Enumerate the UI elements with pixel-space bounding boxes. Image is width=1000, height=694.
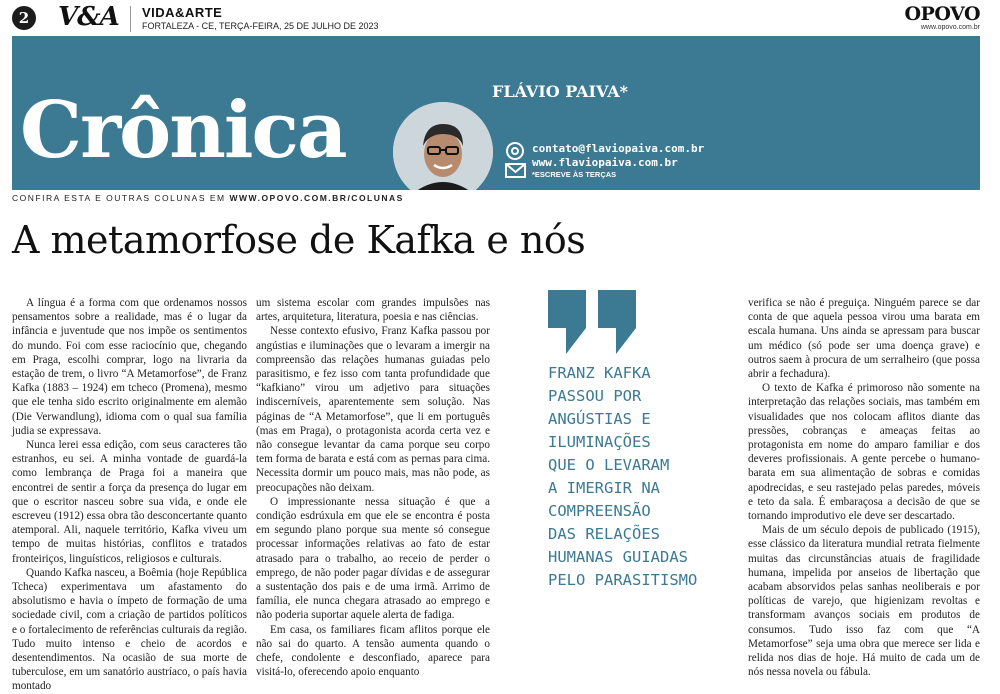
paragraph: Mais de um século depois de publicado (1915), esse clássico da literatura mundial retrata fielmente muitas das circunstâncias atuais de fragilidade humana, impelida por anseios de libertação que acabam absorvidos pelas sanhas neoliberais e por políticas de varejo, que higienizam revoltas e transformam avanços sociais em produtos de consumos. Tudo isso faz com que “A Metamorfose” seja uma obra que merece ser lida e relida nos dias de hoje. Há muito de cada um de nós nessa novela ou fábula. bbox=[748, 524, 980, 679]
article-column-4 bbox=[748, 296, 980, 679]
pull-quote-line: ANGÚSTIAS E bbox=[548, 410, 651, 428]
pull-quote-line: HUMANAS GUIADAS bbox=[548, 548, 688, 566]
author-website[interactable]: www.flaviopaiva.com.br bbox=[532, 156, 678, 169]
paragraph: Quando Kafka nasceu, a Boêmia (hoje República Tcheca) experimentava um afastamento do absolutismo e havia o ímpeto de formação de uma sociedade civil, com a criação de partidos políticos e o fortalecimento de referências culturais da região. Tudo muito intenso e cheio de acordos e desentendimentos. Na ocasião de sua morte de tuberculose, em um sanatório austríaco, o país havia montado bbox=[12, 566, 247, 693]
opovo-url: www.opovo.com.br bbox=[920, 24, 980, 31]
pull-quote-line: PELO PARASITISMO bbox=[548, 571, 698, 589]
article-column-2 bbox=[256, 296, 490, 679]
opovo-logo: OPOVO bbox=[904, 3, 980, 25]
paragraph: O impressionante nessa situação é que a condição esdrúxula em que ele se encontra é posta em segundo plano porque sua mente só consegue processar informações relativas ao fato de estar atrasado para o trabalho, ao receio de perder o emprego, de não poder pagar dívidas e de assegurar a sustentação dos pais e de uma irmã. Arrimo de família, ele nunca chegara atrasado ao emprego e não poderia suportar aquele alerta de fadiga. bbox=[256, 495, 490, 622]
at-sign-icon bbox=[507, 143, 523, 159]
dateline: FORTALEZA - CE, TERÇA-FEIRA, 25 DE JULHO DE 2023 bbox=[142, 21, 379, 31]
envelope-icon bbox=[506, 164, 525, 177]
paragraph: Em casa, os familiares ficam aflitos porque ele não sai do quarto. A tensão aumenta quando o chefe, condolente e desconfiado, aparece para visitá-lo, oferecendo apoio enquanto bbox=[256, 623, 490, 679]
pull-quote-line: DAS RELAÇÕES bbox=[548, 525, 660, 543]
pull-quote-line: PASSOU POR bbox=[548, 387, 642, 405]
columns-link-prefix: CONFIRA ESTA E OUTRAS COLUNAS EM bbox=[12, 193, 230, 203]
article-headline: A metamorfose de Kafka e nós bbox=[12, 218, 586, 262]
paragraph: O texto de Kafka é primoroso não somente na interpretação das relações sociais, mas também em visualidades que nos colocam aflitos diante das pressões, cobranças e ameaças feitas ao protagonista em nome do amparo familiar e dos deveres profissionais. A gente percebe o humano-barata em sua alimentação de sobras e comidas apodrecidas, e seu rastejado pelas paredes, móveis e teto da sala. É embaraçosa a decisão de que se tornando improdutivo ele deve ser descartado. bbox=[748, 382, 980, 523]
paragraph: Nesse contexto efusivo, Franz Kafka passou por angústias e iluminações que o levaram a imergir na compreensão das relações humanas guiadas pelo parasitismo, e fez isso com tanta profundidade que “kafkiano” virou um adjetivo para situações indiscerníveis, aparentemente sem solução. Nas páginas de “A Metamorfose”, que li em português (mas em Praga), o protagonista acorda certa vez e não consegue levantar da cama porque seu corpo tem forma de barata e está com as pernas para cima. Necessita dormir um pouco mais, mas não pode, as preocupações não deixam. bbox=[256, 325, 490, 494]
pull-quote bbox=[548, 362, 738, 592]
columns-link[interactable]: WWW.OPOVO.COM.BR/COLUNAS bbox=[229, 193, 404, 203]
paragraph: verifica se não é preguiça. Ninguém parece se dar conta de que aquela pessoa virou uma barata em escala humana. Uns ainda se apressam para buscar um médico (só pode ser uma doença grave) e outros saem à procura de um serralheiro (que possa abrir a fechadura). bbox=[748, 297, 980, 381]
page-header bbox=[0, 0, 1000, 36]
pull-quote-line: FRANZ KAFKA bbox=[548, 364, 651, 382]
author-name: FLÁVIO PAIVA* bbox=[492, 82, 628, 101]
pull-quote-line: A IMERGIR NA bbox=[548, 479, 660, 497]
author-photo bbox=[393, 102, 493, 190]
author-email[interactable]: contato@flaviopaiva.com.br bbox=[532, 142, 705, 155]
contact-icons bbox=[504, 142, 528, 182]
page-number: 2 bbox=[12, 6, 36, 30]
article-column-1 bbox=[12, 296, 247, 694]
section-name: VIDA&ARTE bbox=[142, 5, 223, 20]
columns-link-line bbox=[12, 193, 404, 203]
paragraph: Nunca lerei essa edição, com seus caracteres tão estranhos, eu sei. A minha vontade de guardá-la como lembrança de Praga foi a maneira que encontrei de sentir a força da presença do lugar em que o escritor nasceu sobre sua vida, e onde ele escreveu (1912) essa obra tão desconcertante quanto atemporal. Ali, naquele território, Kafka viveu um tempo de muitas histórias, conflitos e tratados fronteiriços, linguísticos, religiosos e culturais. bbox=[12, 439, 247, 565]
column-banner bbox=[12, 36, 980, 190]
vida-arte-logo: V&A bbox=[58, 2, 119, 32]
pull-quote-line: COMPREENSÃO bbox=[548, 502, 651, 520]
paragraph: um sistema escolar com grandes impulsões nas artes, arquitetura, literatura, poesia e nas ciências. bbox=[256, 297, 490, 324]
author-note: *ESCREVE ÀS TERÇAS bbox=[532, 170, 617, 179]
header-divider bbox=[130, 6, 131, 32]
paragraph: A língua é a forma com que ordenamos nossos pensamentos sobre a realidade, mas é o lugar da infância e juventude que nos impõe os sentimentos do mundo. Foi com esse raciocínio que, chegando em Praga, escolhi comprar, logo na livraria da estação de trem, o livro “A Metamorfose”, de Franz Kafka (1883 – 1924) em tcheco (Promena), mesmo que ele tenha sido escrito originalmente em alemão (Die Verwandlung), idioma com o qual sua família judia se expressava. bbox=[12, 297, 247, 437]
pull-quote-line: QUE O LEVARAM bbox=[548, 456, 670, 474]
pull-quote-line: ILUMINAÇÕES bbox=[548, 433, 651, 451]
quote-mark-icon bbox=[548, 290, 640, 354]
column-title: Crônica bbox=[20, 85, 346, 176]
